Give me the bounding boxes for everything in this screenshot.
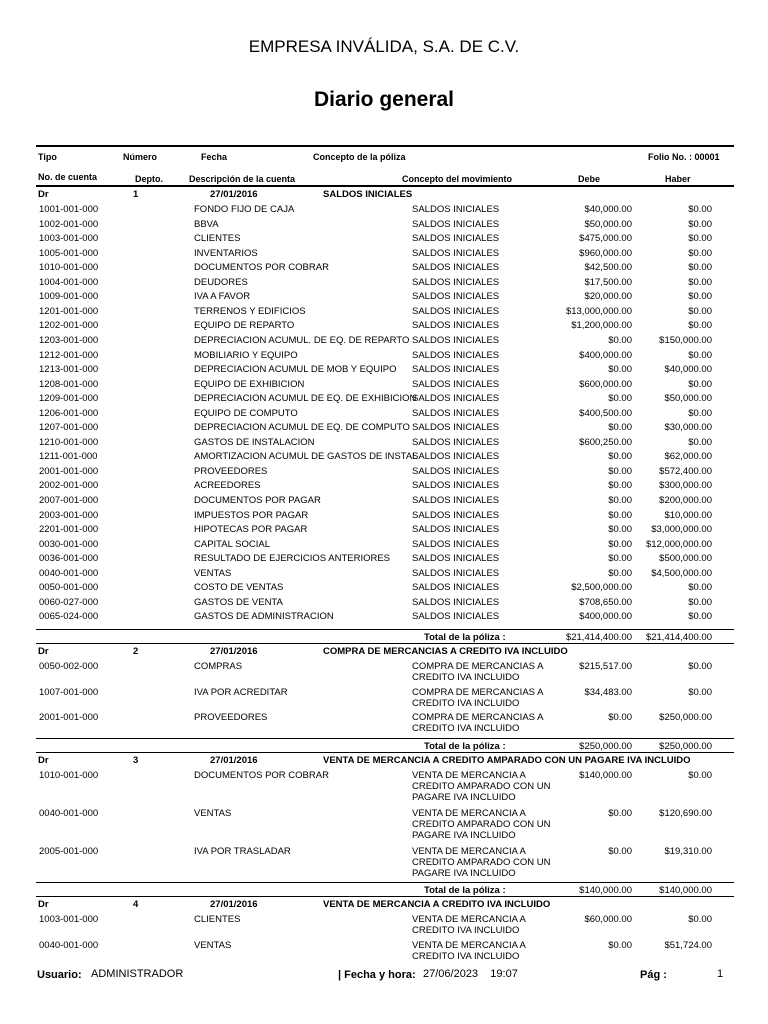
table-row-descripcion: CAPITAL SOCIAL <box>194 538 271 550</box>
folio-number: Folio No. : 00001 <box>648 152 720 162</box>
table-row-haber: $0.00 <box>688 378 712 390</box>
table-row-descripcion: PROVEEDORES <box>194 465 268 477</box>
table-row-descripcion: DEPRECIACION ACUMUL DE EQ. DE COMPUTO <box>194 422 410 434</box>
table-row-descripcion: GASTOS DE VENTA <box>194 596 283 608</box>
table-row-descripcion: RESULTADO DE EJERCICIOS ANTERIORES <box>194 553 391 565</box>
header-top-rule <box>36 145 734 147</box>
table-row-haber: $0.00 <box>688 436 712 448</box>
table-row-debe: $1,200,000.00 <box>571 320 632 332</box>
table-row-descripcion: HIPOTECAS POR PAGAR <box>194 524 308 536</box>
table-row-haber: $0.00 <box>688 661 712 672</box>
table-row-concepto: SALDOS INICIALES <box>412 538 500 550</box>
table-row-cuenta: 1009-001-000 <box>39 291 99 303</box>
table-row-haber: $0.00 <box>688 291 712 303</box>
col-debe: Debe <box>578 174 601 184</box>
table-row-descripcion: PROVEEDORES <box>194 712 268 723</box>
table-row-descripcion: IMPUESTOS POR PAGAR <box>194 509 309 521</box>
report-title: Diario general <box>313 88 455 111</box>
poliza-numero: 3 <box>133 755 139 766</box>
table-row-cuenta: 1202-001-000 <box>39 320 99 332</box>
table-row-debe: $0.00 <box>608 422 632 434</box>
table-row-cuenta: 1010-001-000 <box>39 770 99 781</box>
table-row-concepto: SALDOS INICIALES <box>412 436 500 448</box>
table-row-cuenta: 1003-001-000 <box>39 233 99 245</box>
table-row-debe: $400,500.00 <box>579 407 632 419</box>
table-row-descripcion: INVENTARIOS <box>194 247 258 259</box>
table-row-descripcion: VENTAS <box>194 567 232 579</box>
table-row-cuenta: 0036-001-000 <box>39 553 99 565</box>
table-row-concepto: SALDOS INICIALES <box>412 596 500 608</box>
table-row-debe: $0.00 <box>608 451 632 463</box>
table-row-concepto: SALDOS INICIALES <box>412 218 500 230</box>
table-row-descripcion: DOCUMENTOS POR COBRAR <box>194 770 329 781</box>
table-row-haber: $0.00 <box>688 596 712 608</box>
table-row-debe: $600,000.00 <box>579 378 632 390</box>
table-row-haber: $0.00 <box>688 914 712 925</box>
table-row-debe: $0.00 <box>608 364 632 376</box>
table-row-debe: $0.00 <box>608 465 632 477</box>
table-row-concepto: SALDOS INICIALES <box>412 524 500 536</box>
table-row-haber: $0.00 <box>688 247 712 259</box>
table-row-cuenta: 1201-001-000 <box>39 305 99 317</box>
poliza-tipo: Dr <box>38 189 49 200</box>
table-row-debe: $0.00 <box>608 538 632 550</box>
table-row-concepto: SALDOS INICIALES <box>412 393 500 405</box>
table-row-concepto: SALDOS INICIALES <box>412 480 500 492</box>
poliza-numero: 2 <box>133 646 139 657</box>
table-row-descripcion: ACREEDORES <box>194 480 261 492</box>
table-row-descripcion: FONDO FIJO DE CAJA <box>194 204 295 215</box>
table-row-haber: $10,000.00 <box>664 509 712 521</box>
table-row-descripcion: VENTAS <box>194 808 232 819</box>
table-row-concepto: SALDOS INICIALES <box>412 349 500 361</box>
table-row-haber: $51,724.00 <box>664 940 712 951</box>
poliza-concepto: VENTA DE MERCANCIA A CREDITO IVA INCLUIDO <box>323 899 551 910</box>
table-row-haber: $0.00 <box>688 276 712 288</box>
table-row-descripcion: DOCUMENTOS POR PAGAR <box>194 495 321 506</box>
table-row-descripcion: DEUDORES <box>194 276 248 288</box>
table-row-concepto: VENTA DE MERCANCIA A CREDITO IVA INCLUIDO <box>412 914 526 936</box>
table-row-debe: $17,500.00 <box>584 276 632 288</box>
page-number: 1 <box>717 968 724 980</box>
poliza-tipo: Dr <box>38 899 49 910</box>
table-row-descripcion: VENTAS <box>194 940 232 951</box>
table-row-debe: $0.00 <box>608 495 632 506</box>
poliza-total-debe: $250,000.00 <box>579 741 632 752</box>
table-row-descripcion: EQUIPO DE COMPUTO <box>194 407 298 419</box>
table-row-concepto: SALDOS INICIALES <box>412 495 500 506</box>
table-row-concepto: SALDOS INICIALES <box>412 276 500 288</box>
table-row-concepto: SALDOS INICIALES <box>412 233 500 245</box>
table-row-cuenta: 2005-001-000 <box>39 846 99 857</box>
table-row-debe: $0.00 <box>608 808 632 819</box>
table-row-debe: $34,483.00 <box>584 686 632 698</box>
table-row-descripcion: BBVA <box>194 218 219 230</box>
table-row-descripcion: COMPRAS <box>194 661 243 672</box>
table-row-descripcion: IVA A FAVOR <box>194 291 251 303</box>
table-row-cuenta: 1211-001-000 <box>39 451 98 463</box>
col-no-cuenta: No. de cuenta <box>38 172 98 182</box>
poliza-tipo: Dr <box>38 646 49 657</box>
table-row-debe: $60,000.00 <box>584 914 632 925</box>
table-row-cuenta: 1207-001-000 <box>39 422 99 434</box>
table-row-cuenta: 2201-001-000 <box>39 524 99 536</box>
col-fecha: Fecha <box>201 152 228 162</box>
table-row-debe: $400,000.00 <box>579 349 632 361</box>
table-row-haber: $4,500,000.00 <box>651 567 712 579</box>
table-row-haber: $250,000.00 <box>659 712 712 723</box>
poliza-total-debe: $140,000.00 <box>579 885 632 896</box>
table-row-concepto: VENTA DE MERCANCIA A CREDITO IVA INCLUIDO <box>412 940 526 962</box>
table-row-cuenta: 1213-001-000 <box>39 364 99 376</box>
table-row-haber: $200,000.00 <box>659 495 712 506</box>
company-name: EMPRESA INVÁLIDA, S.A. DE C.V. <box>248 37 520 56</box>
table-row-cuenta: 2001-001-000 <box>39 465 99 477</box>
table-row-descripcion: IVA POR TRASLADAR <box>194 846 291 857</box>
poliza-total-debe: $21,414,400.00 <box>565 632 632 643</box>
poliza-total-label: Total de la póliza : <box>424 885 506 896</box>
table-row-cuenta: 2007-001-000 <box>39 495 99 506</box>
poliza-numero: 4 <box>133 899 139 910</box>
table-row-concepto: SALDOS INICIALES <box>412 611 500 623</box>
table-row-debe: $0.00 <box>608 480 632 492</box>
table-row-concepto: VENTA DE MERCANCIA A CREDITO AMPARADO CON UN PAGARE IVA INCLUIDO <box>412 846 551 879</box>
table-row-debe: $0.00 <box>608 940 632 951</box>
table-row-debe: $708,650.00 <box>579 596 632 608</box>
poliza-total-haber: $250,000.00 <box>659 741 712 752</box>
poliza-tipo: Dr <box>38 755 49 766</box>
table-row-debe: $140,000.00 <box>579 770 632 781</box>
table-row-concepto: SALDOS INICIALES <box>412 553 500 565</box>
table-row-debe: $40,000.00 <box>584 204 632 215</box>
table-row-haber: $300,000.00 <box>659 480 712 492</box>
poliza-separator <box>36 752 734 753</box>
table-row-haber: $12,000,000.00 <box>645 538 712 550</box>
poliza-separator <box>36 643 734 644</box>
table-row-cuenta: 2002-001-000 <box>39 480 99 492</box>
table-row-descripcion: DEPRECIACION ACUMUL. DE EQ. DE REPARTO <box>194 334 410 346</box>
table-row-concepto: COMPRA DE MERCANCIAS A CREDITO IVA INCLUIDO <box>412 712 543 734</box>
table-row-concepto: VENTA DE MERCANCIA A CREDITO AMPARADO CON UN PAGARE IVA INCLUIDO <box>412 770 551 803</box>
table-row-descripcion: IVA POR ACREDITAR <box>194 686 288 698</box>
table-row-debe: $0.00 <box>608 393 632 405</box>
table-row-descripcion: GASTOS DE INSTALACION <box>194 436 315 448</box>
table-row-concepto: SALDOS INICIALES <box>412 465 500 477</box>
table-row-haber: $0.00 <box>688 770 712 781</box>
table-row-haber: $40,000.00 <box>664 364 712 376</box>
table-row-debe: $400,000.00 <box>579 611 632 623</box>
table-row-cuenta: 0040-001-000 <box>39 808 99 819</box>
total-rule <box>36 629 734 630</box>
table-row-haber: $0.00 <box>688 686 712 698</box>
table-row-cuenta: 0030-001-000 <box>39 538 99 550</box>
col-concepto-poliza: Concepto de la póliza <box>313 152 406 162</box>
table-row-cuenta: 1003-001-000 <box>39 914 99 925</box>
table-row-cuenta: 1004-001-000 <box>39 276 99 288</box>
table-row-cuenta: 1002-001-000 <box>39 218 99 230</box>
table-row-concepto: VENTA DE MERCANCIA A CREDITO AMPARADO CON UN PAGARE IVA INCLUIDO <box>412 808 551 841</box>
table-row-haber: $3,000,000.00 <box>651 524 712 536</box>
table-row-descripcion: EQUIPO DE EXHIBICION <box>194 378 305 390</box>
poliza-total-haber: $21,414,400.00 <box>645 632 712 643</box>
usuario-label: Usuario: <box>37 969 82 981</box>
poliza-concepto: SALDOS INICIALES <box>323 189 413 200</box>
poliza-numero: 1 <box>133 189 139 200</box>
poliza-total-label: Total de la póliza : <box>424 741 506 752</box>
table-row-cuenta: 1005-001-000 <box>39 247 99 259</box>
table-row-concepto: SALDOS INICIALES <box>412 509 500 521</box>
table-row-debe: $13,000,000.00 <box>565 305 632 317</box>
table-row-descripcion: COSTO DE VENTAS <box>194 582 284 594</box>
table-row-haber: $0.00 <box>688 611 712 623</box>
table-row-concepto: SALDOS INICIALES <box>412 422 500 434</box>
poliza-fecha: 27/01/2016 <box>210 189 258 200</box>
table-row-haber: $19,310.00 <box>664 846 712 857</box>
table-row-haber: $0.00 <box>688 407 712 419</box>
table-row-descripcion: GASTOS DE ADMINISTRACION <box>194 611 334 623</box>
fecha-hora-value: 27/06/2023 19:07 <box>423 968 518 980</box>
table-row-concepto: SALDOS INICIALES <box>412 407 500 419</box>
poliza-total-label: Total de la póliza : <box>424 632 506 643</box>
table-row-debe: $2,500,000.00 <box>571 582 632 594</box>
table-row-cuenta: 0050-001-000 <box>39 582 99 594</box>
table-row-cuenta: 1010-001-000 <box>39 262 99 274</box>
table-row-concepto: SALDOS INICIALES <box>412 567 500 579</box>
poliza-fecha: 27/01/2016 <box>210 899 258 910</box>
total-rule <box>36 882 734 883</box>
table-row-concepto: SALDOS INICIALES <box>412 204 500 215</box>
table-row-concepto: SALDOS INICIALES <box>412 378 500 390</box>
table-row-haber: $0.00 <box>688 233 712 245</box>
table-row-cuenta: 0065-024-000 <box>39 611 99 623</box>
table-row-haber: $62,000.00 <box>664 451 712 463</box>
table-row-cuenta: 1212-001-000 <box>39 349 99 361</box>
table-row-descripcion: DOCUMENTOS POR COBRAR <box>194 262 329 274</box>
col-concepto-movimiento: Concepto del movimiento <box>402 174 513 184</box>
table-row-haber: $572,400.00 <box>659 465 712 477</box>
table-row-concepto: COMPRA DE MERCANCIAS A CREDITO IVA INCLUIDO <box>412 686 543 709</box>
table-row-cuenta: 2001-001-000 <box>39 712 99 723</box>
total-rule <box>36 738 734 739</box>
table-row-descripcion: CLIENTES <box>194 233 241 245</box>
table-row-debe: $600,250.00 <box>579 436 632 448</box>
table-row-cuenta: 1210-001-000 <box>39 436 99 448</box>
table-row-haber: $0.00 <box>688 320 712 332</box>
table-row-haber: $0.00 <box>688 349 712 361</box>
table-row-concepto: SALDOS INICIALES <box>412 334 500 346</box>
poliza-total-haber: $140,000.00 <box>659 885 712 896</box>
col-haber: Haber <box>665 174 691 184</box>
table-row-concepto: SALDOS INICIALES <box>412 291 500 303</box>
table-row-haber: $150,000.00 <box>659 334 712 346</box>
table-row-cuenta: 1001-001-000 <box>39 204 99 215</box>
table-row-haber: $30,000.00 <box>664 422 712 434</box>
table-row-haber: $0.00 <box>688 218 712 230</box>
poliza-fecha: 27/01/2016 <box>210 646 258 657</box>
table-row-cuenta: 2003-001-000 <box>39 509 99 521</box>
header-bottom-rule <box>36 185 734 187</box>
table-row-concepto: SALDOS INICIALES <box>412 320 500 332</box>
table-row-cuenta: 1208-001-000 <box>39 378 99 390</box>
table-row-descripcion: DEPRECIACION ACUMUL DE MOB Y EQUIPO <box>194 364 397 376</box>
usuario-value: ADMINISTRADOR <box>91 968 184 980</box>
table-row-cuenta: 0040-001-000 <box>39 567 99 579</box>
table-row-haber: $0.00 <box>688 262 712 274</box>
table-row-concepto: SALDOS INICIALES <box>412 247 500 259</box>
col-depto: Depto. <box>135 174 163 184</box>
col-descripcion: Descripción de la cuenta <box>189 174 296 184</box>
table-row-concepto: SALDOS INICIALES <box>412 451 500 463</box>
table-row-haber: $500,000.00 <box>659 553 712 565</box>
table-row-debe: $0.00 <box>608 509 632 521</box>
table-row-cuenta: 1209-001-000 <box>39 393 99 405</box>
table-row-concepto: SALDOS INICIALES <box>412 305 500 317</box>
table-row-haber: $50,000.00 <box>664 393 712 405</box>
table-row-descripcion: MOBILIARIO Y EQUIPO <box>194 349 298 361</box>
table-row-descripcion: CLIENTES <box>194 914 241 925</box>
table-row-haber: $0.00 <box>688 582 712 594</box>
table-row-debe: $0.00 <box>608 567 632 579</box>
table-row-debe: $475,000.00 <box>579 233 632 245</box>
table-row-concepto: SALDOS INICIALES <box>412 262 500 274</box>
table-row-cuenta: 1203-001-000 <box>39 334 99 346</box>
table-row-debe: $0.00 <box>608 553 632 565</box>
poliza-concepto: COMPRA DE MERCANCIAS A CREDITO IVA INCLUIDO <box>323 646 568 657</box>
table-row-descripcion: AMORTIZACION ACUMUL DE GASTOS DE INSTAL <box>194 451 418 463</box>
table-row-descripcion: DEPRECIACION ACUMUL DE EQ. DE EXHIBICION <box>194 393 417 405</box>
table-row-cuenta: 1206-001-000 <box>39 407 99 419</box>
table-row-cuenta: 0060-027-000 <box>39 596 99 608</box>
table-row-descripcion: EQUIPO DE REPARTO <box>194 320 295 332</box>
table-row-concepto: SALDOS INICIALES <box>412 364 500 376</box>
table-row-debe: $215,517.00 <box>579 661 632 672</box>
table-row-debe: $42,500.00 <box>584 262 632 274</box>
table-row-cuenta: 0050-002-000 <box>39 661 99 672</box>
table-row-cuenta: 0040-001-000 <box>39 940 99 951</box>
table-row-debe: $0.00 <box>608 524 632 536</box>
table-row-debe: $0.00 <box>608 846 632 857</box>
col-tipo: Tipo <box>38 152 57 162</box>
col-numero: Número <box>123 152 158 162</box>
table-row-descripcion: TERRENOS Y EDIFICIOS <box>194 305 306 317</box>
page-label: Pág : <box>640 969 667 981</box>
poliza-fecha: 27/01/2016 <box>210 755 258 766</box>
table-row-debe: $0.00 <box>608 712 632 723</box>
table-row-haber: $0.00 <box>688 204 712 215</box>
table-row-debe: $50,000.00 <box>584 218 632 230</box>
table-row-haber: $0.00 <box>688 305 712 317</box>
table-row-concepto: SALDOS INICIALES <box>412 582 500 594</box>
poliza-separator <box>36 896 734 897</box>
table-row-debe: $20,000.00 <box>584 291 632 303</box>
poliza-concepto: VENTA DE MERCANCIA A CREDITO AMPARADO CON UN PAGARE IVA INCLUIDO <box>323 755 691 766</box>
table-row-cuenta: 1007-001-000 <box>39 686 99 698</box>
table-row-concepto: COMPRA DE MERCANCIAS A CREDITO IVA INCLUIDO <box>412 661 543 683</box>
table-row-haber: $120,690.00 <box>659 808 712 819</box>
fecha-hora-label: | Fecha y hora: <box>338 969 416 981</box>
table-row-debe: $960,000.00 <box>579 247 632 259</box>
table-row-debe: $0.00 <box>608 334 632 346</box>
